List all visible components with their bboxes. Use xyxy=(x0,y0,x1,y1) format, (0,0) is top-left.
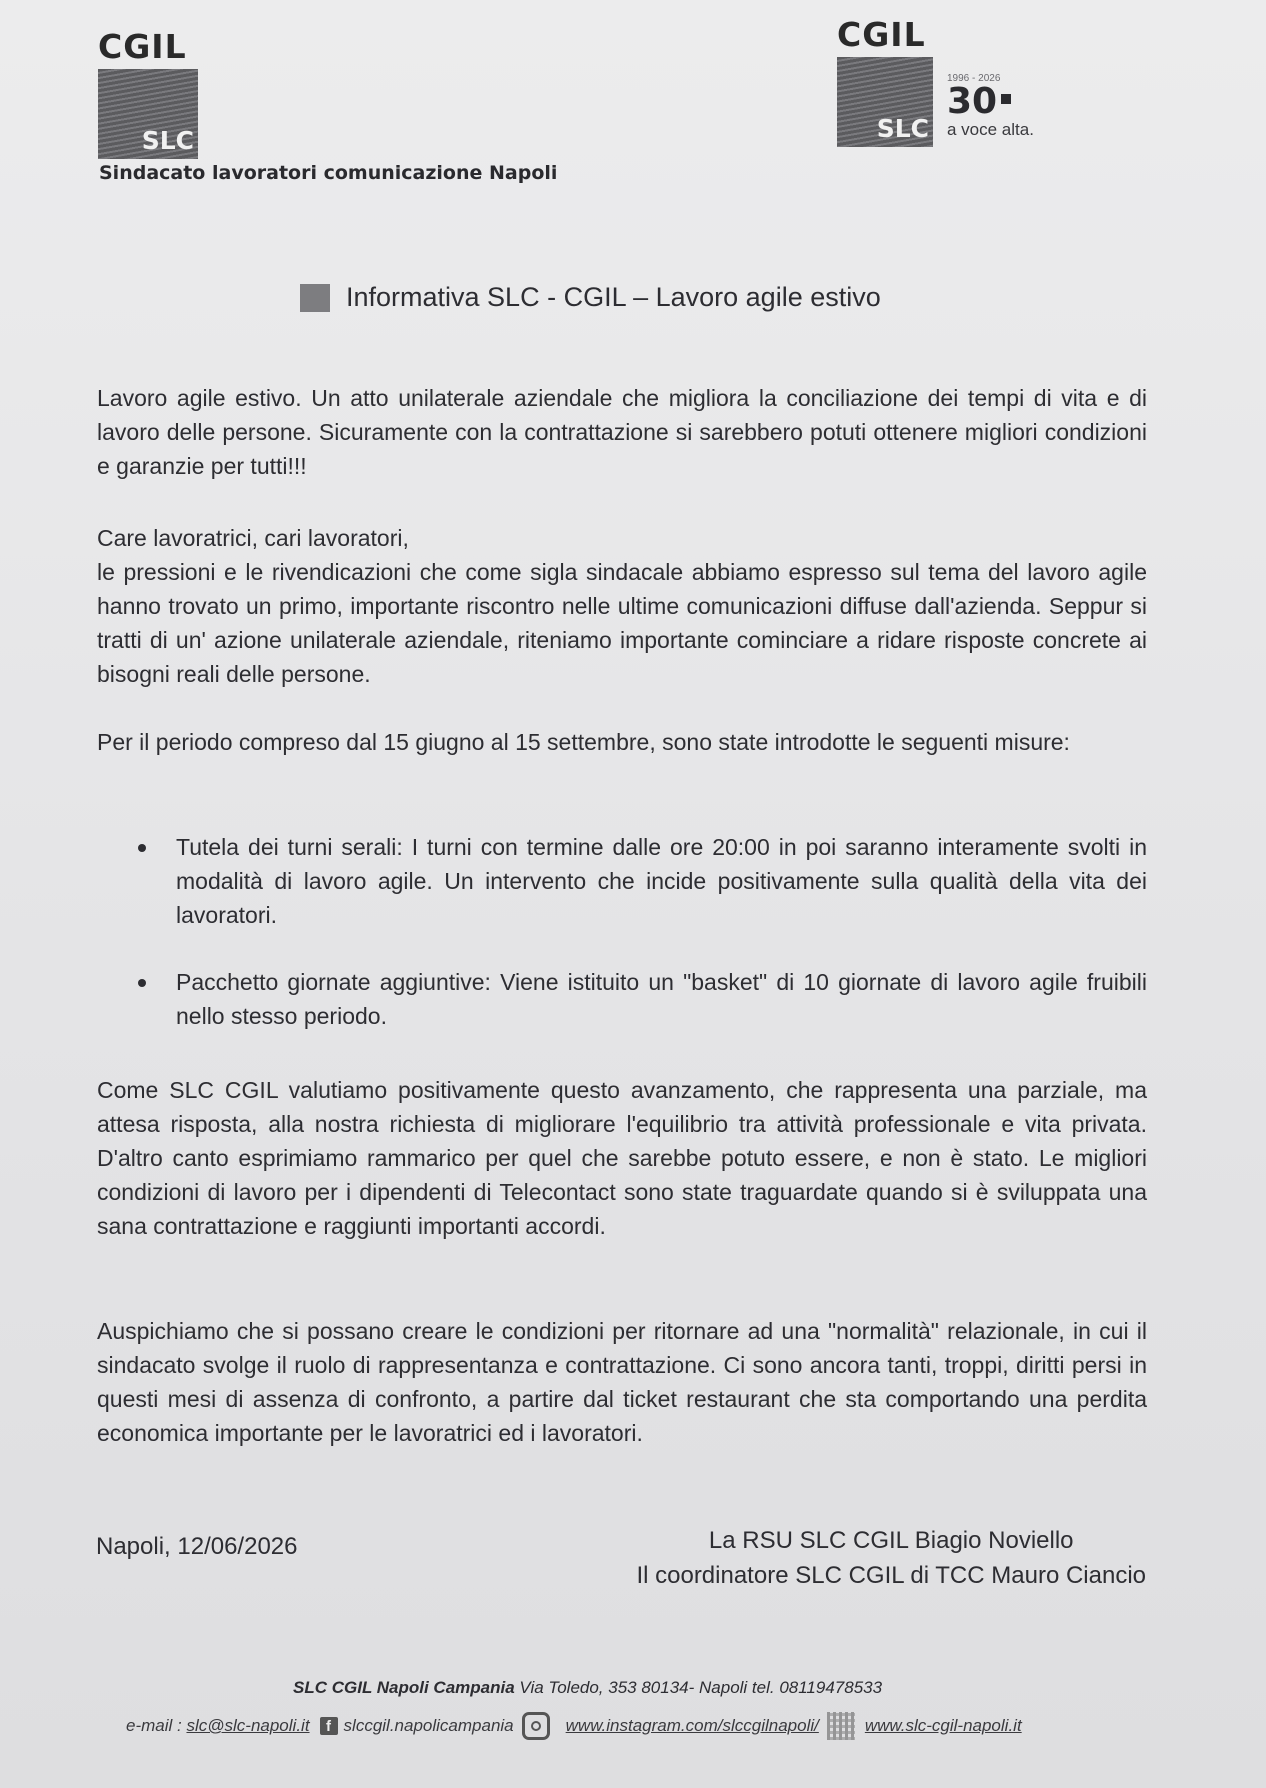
logo-slc-text: SLC xyxy=(141,126,194,155)
title-square-icon xyxy=(300,284,330,312)
anniversary-number: 30 xyxy=(947,81,998,122)
signature-block xyxy=(636,1523,1146,1593)
union-name: Sindacato lavoratori comunicazione Napoli xyxy=(99,162,558,184)
hope-paragraph: Auspichiamo che si possano creare le condizioni per ritornare ad una "normalità" relazionale, in cui il sindacato svolge il ruolo di rappresentanza e contrattazione. Ci sono ancora tanti, troppi, diritti persi in questi mesi di assenza di confronto, a partire dal ticket restaurant che sta comportando una perdita economica importante per le lavoratrici ed i lavoratori. xyxy=(97,1318,1147,1446)
logo-slc-box xyxy=(837,57,933,147)
logo-slc-text: SLC xyxy=(876,114,929,143)
body-paragraph: le pressioni e le rivendicazioni che come sigla sindacale abbiamo espresso sul tema del lavoro agile hanno trovato un primo, importante riscontro nelle ultime comunicazioni diffuse dall'azienda. Seppur si tratti di un' azione unilaterale aziendale, riteniamo importante cominciare a ridare risposte concrete ai bisogni reali delle persone. xyxy=(97,559,1147,687)
email-label: e-mail : xyxy=(126,1716,182,1735)
list-item xyxy=(97,830,1147,932)
facebook-icon: f xyxy=(320,1717,338,1735)
signature-line-rsu: La RSU SLC CGIL Biagio Noviello xyxy=(708,1527,1074,1554)
qr-code-icon xyxy=(827,1712,855,1740)
square-mark-icon xyxy=(1001,94,1011,104)
cgil-slc-30-logo-right xyxy=(837,15,1034,147)
footer-org-name: SLC CGIL Napoli Campania xyxy=(293,1678,515,1697)
greeting-paragraph xyxy=(97,521,1147,691)
cgil-slc-logo-left xyxy=(98,27,198,159)
anniversary-years: 1996 - 2026 xyxy=(947,73,1001,84)
logo-slc-box xyxy=(98,69,198,159)
anniversary-mark xyxy=(947,73,1034,140)
logo-cgil-text: CGIL xyxy=(98,27,187,66)
anniversary-motto: a voce alta. xyxy=(947,120,1034,139)
email-link[interactable]: slc@slc-napoli.it xyxy=(186,1716,310,1735)
greeting-line: Care lavoratrici, cari lavoratori, xyxy=(97,525,409,551)
measures-list xyxy=(97,830,1147,1066)
document-title xyxy=(300,282,881,313)
document-title-text: Informativa SLC - CGIL – Lavoro agile estivo xyxy=(346,282,881,312)
intro-paragraph: Lavoro agile estivo. Un atto unilaterale aziendale che migliora la conciliazione dei tempi di vita e di lavoro delle persone. Sicuramente con la contrattazione si sarebbero potuti ottenere migliori condizioni e garanzie per tutti!!! xyxy=(97,385,1147,479)
instagram-link[interactable]: www.instagram.com/slccgilnapoli/ xyxy=(565,1716,819,1735)
website-link[interactable]: www.slc-cgil-napoli.it xyxy=(864,1716,1022,1735)
instagram-icon xyxy=(522,1712,550,1740)
place-date: Napoli, 12/06/2026 xyxy=(96,1533,298,1560)
footer-contacts-line xyxy=(126,1712,1146,1740)
facebook-handle[interactable]: slccgil.napolicampania xyxy=(343,1716,514,1735)
period-paragraph: Per il periodo compreso dal 15 giugno al 15 settembre, sono state introdotte le seguenti misure: xyxy=(97,729,1070,755)
list-item-text: Pacchetto giornate aggiuntive: Viene istituito un "basket" di 10 giornate di lavoro agile fruibili nello stesso periodo. xyxy=(176,969,1147,1029)
bullet-icon xyxy=(138,844,146,852)
list-item-text: Tutela dei turni serali: I turni con termine dalle ore 20:00 in poi saranno interamente svolti in modalità di lavoro agile. Un intervento che incide positivamente sulla qualità della vita dei lavoratori. xyxy=(176,834,1147,928)
list-item xyxy=(97,965,1147,1033)
footer-address: Via Toledo, 353 80134- Napoli tel. 08119478533 xyxy=(519,1678,883,1697)
assessment-paragraph: Come SLC CGIL valutiamo positivamente questo avanzamento, che rappresenta una parziale, ma attesa risposta, alla nostra richiesta di migliorare l'equilibrio tra attività professionale e vita privata. D'altro canto esprimiamo rammarico per quel che sarebbe potuto essere, e non è stato. Le migliori condizioni di lavoro per i dipendenti di Telecontact sono state traguardate quando si è sviluppata una sana contrattazione e raggiunti importanti accordi. xyxy=(97,1077,1147,1239)
footer-address-line xyxy=(293,1678,882,1698)
bullet-icon xyxy=(138,979,146,987)
logo-cgil-text: CGIL xyxy=(837,15,926,54)
signature-line-coordinator: Il coordinatore SLC CGIL di TCC Mauro Ciancio xyxy=(636,1562,1146,1589)
